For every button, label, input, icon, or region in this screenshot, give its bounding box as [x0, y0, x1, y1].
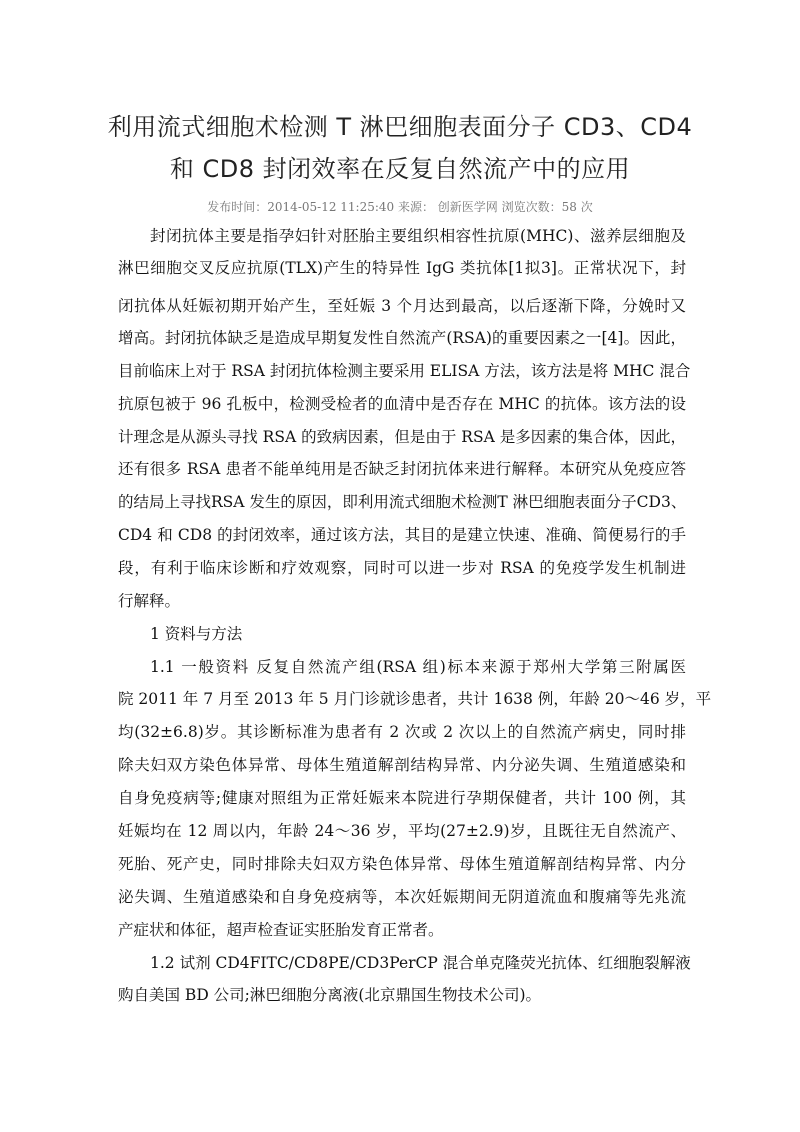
body-line: 妊娠均在 12 周以内，年龄 24～36 岁，平均(27±2.9)岁，且既往无自然流产、	[118, 822, 686, 840]
body-line: 增高。封闭抗体缺乏是造成早期复发性自然流产(RSA)的重要因素之一[4]。因此，	[118, 329, 686, 347]
document-title-line-2: 和 CD8 封闭效率在反复自然流产中的应用	[169, 155, 631, 183]
body-line: 1.1 一般资料 反复自然流产组(RSA 组)标本来源于郑州大学第三附属医	[150, 658, 686, 676]
body-line: 抗原包被于 96 孔板中，检测受检者的血清中是否存在 MHC 的抗体。该方法的设	[118, 395, 686, 413]
body-line: 封闭抗体主要是指孕妇针对胚胎主要组织相容性抗原(MHC)、滋养层细胞及	[150, 227, 686, 245]
body-line: 的结局上寻找RSA 发生的原因，即利用流式细胞术检测T 淋巴细胞表面分子CD3、	[118, 493, 687, 511]
body-line: 自身免疫病等;健康对照组为正常妊娠来本院进行孕期保健者，共计 100 例，其	[118, 789, 686, 807]
body-line: 均(32±6.8)岁。其诊断标准为患者有 2 次或 2 次以上的自然流产病史，同时排	[118, 723, 686, 741]
body-line: 目前临床上对于 RSA 封闭抗体检测主要采用 ELISA 方法，该方法是将 MHC 混合	[118, 362, 691, 380]
body-line: 段，有利于临床诊断和疗效观察，同时可以进一步对 RSA 的免疫学发生机制进	[118, 559, 686, 577]
section-heading: 1 资料与方法	[150, 625, 243, 643]
body-line: 1.2 试剂 CD4FITC/CD8PE/CD3PerCP 混合单克隆荧光抗体、红细胞裂解液	[150, 954, 691, 972]
body-line: 行解释。	[118, 592, 181, 610]
body-line: CD4 和 CD8 的封闭效率，通过该方法，其目的是建立快速、准确、简便易行的手	[118, 526, 686, 544]
body-line: 闭抗体从妊娠初期开始产生，至妊娠 3 个月达到最高，以后逐渐下降，分娩时又	[118, 297, 686, 315]
body-line: 死胎、死产史，同时排除夫妇双方染色体异常、母体生殖道解剖结构异常、内分	[118, 855, 686, 873]
body-line: 购自美国 BD 公司;淋巴细胞分离液(北京鼎国生物技术公司)。	[118, 986, 541, 1004]
document-title-line-1: 利用流式细胞术检测 T 淋巴细胞表面分子 CD3、CD4	[107, 113, 693, 141]
body-line: 计理念是从源头寻找 RSA 的致病因素，但是由于 RSA 是多因素的集合体，因此，	[118, 428, 686, 446]
publish-meta: 发布时间：2014-05-12 11:25:40 来源： 创新医学网 浏览次数：58 次	[207, 200, 593, 214]
body-line: 还有很多 RSA 患者不能单纯用是否缺乏封闭抗体来进行解释。本研究从免疫应答	[118, 460, 686, 478]
body-line: 泌失调、生殖道感染和自身免疫病等，本次妊娠期间无阴道流血和腹痛等先兆流	[118, 888, 686, 906]
body-line: 除夫妇双方染色体异常、母体生殖道解剖结构异常、内分泌失调、生殖道感染和	[118, 756, 686, 774]
body-line: 淋巴细胞交叉反应抗原(TLX)产生的特异性 IgG 类抗体[1拟3]。正常状况下，封	[118, 259, 686, 277]
body-line: 院 2011 年 7 月至 2013 年 5 月门诊就诊患者，共计 1638 例，年龄 20～46 岁，平	[118, 690, 712, 708]
body-line: 产症状和体征，超声检查证实胚胎发育正常者。	[118, 921, 444, 939]
